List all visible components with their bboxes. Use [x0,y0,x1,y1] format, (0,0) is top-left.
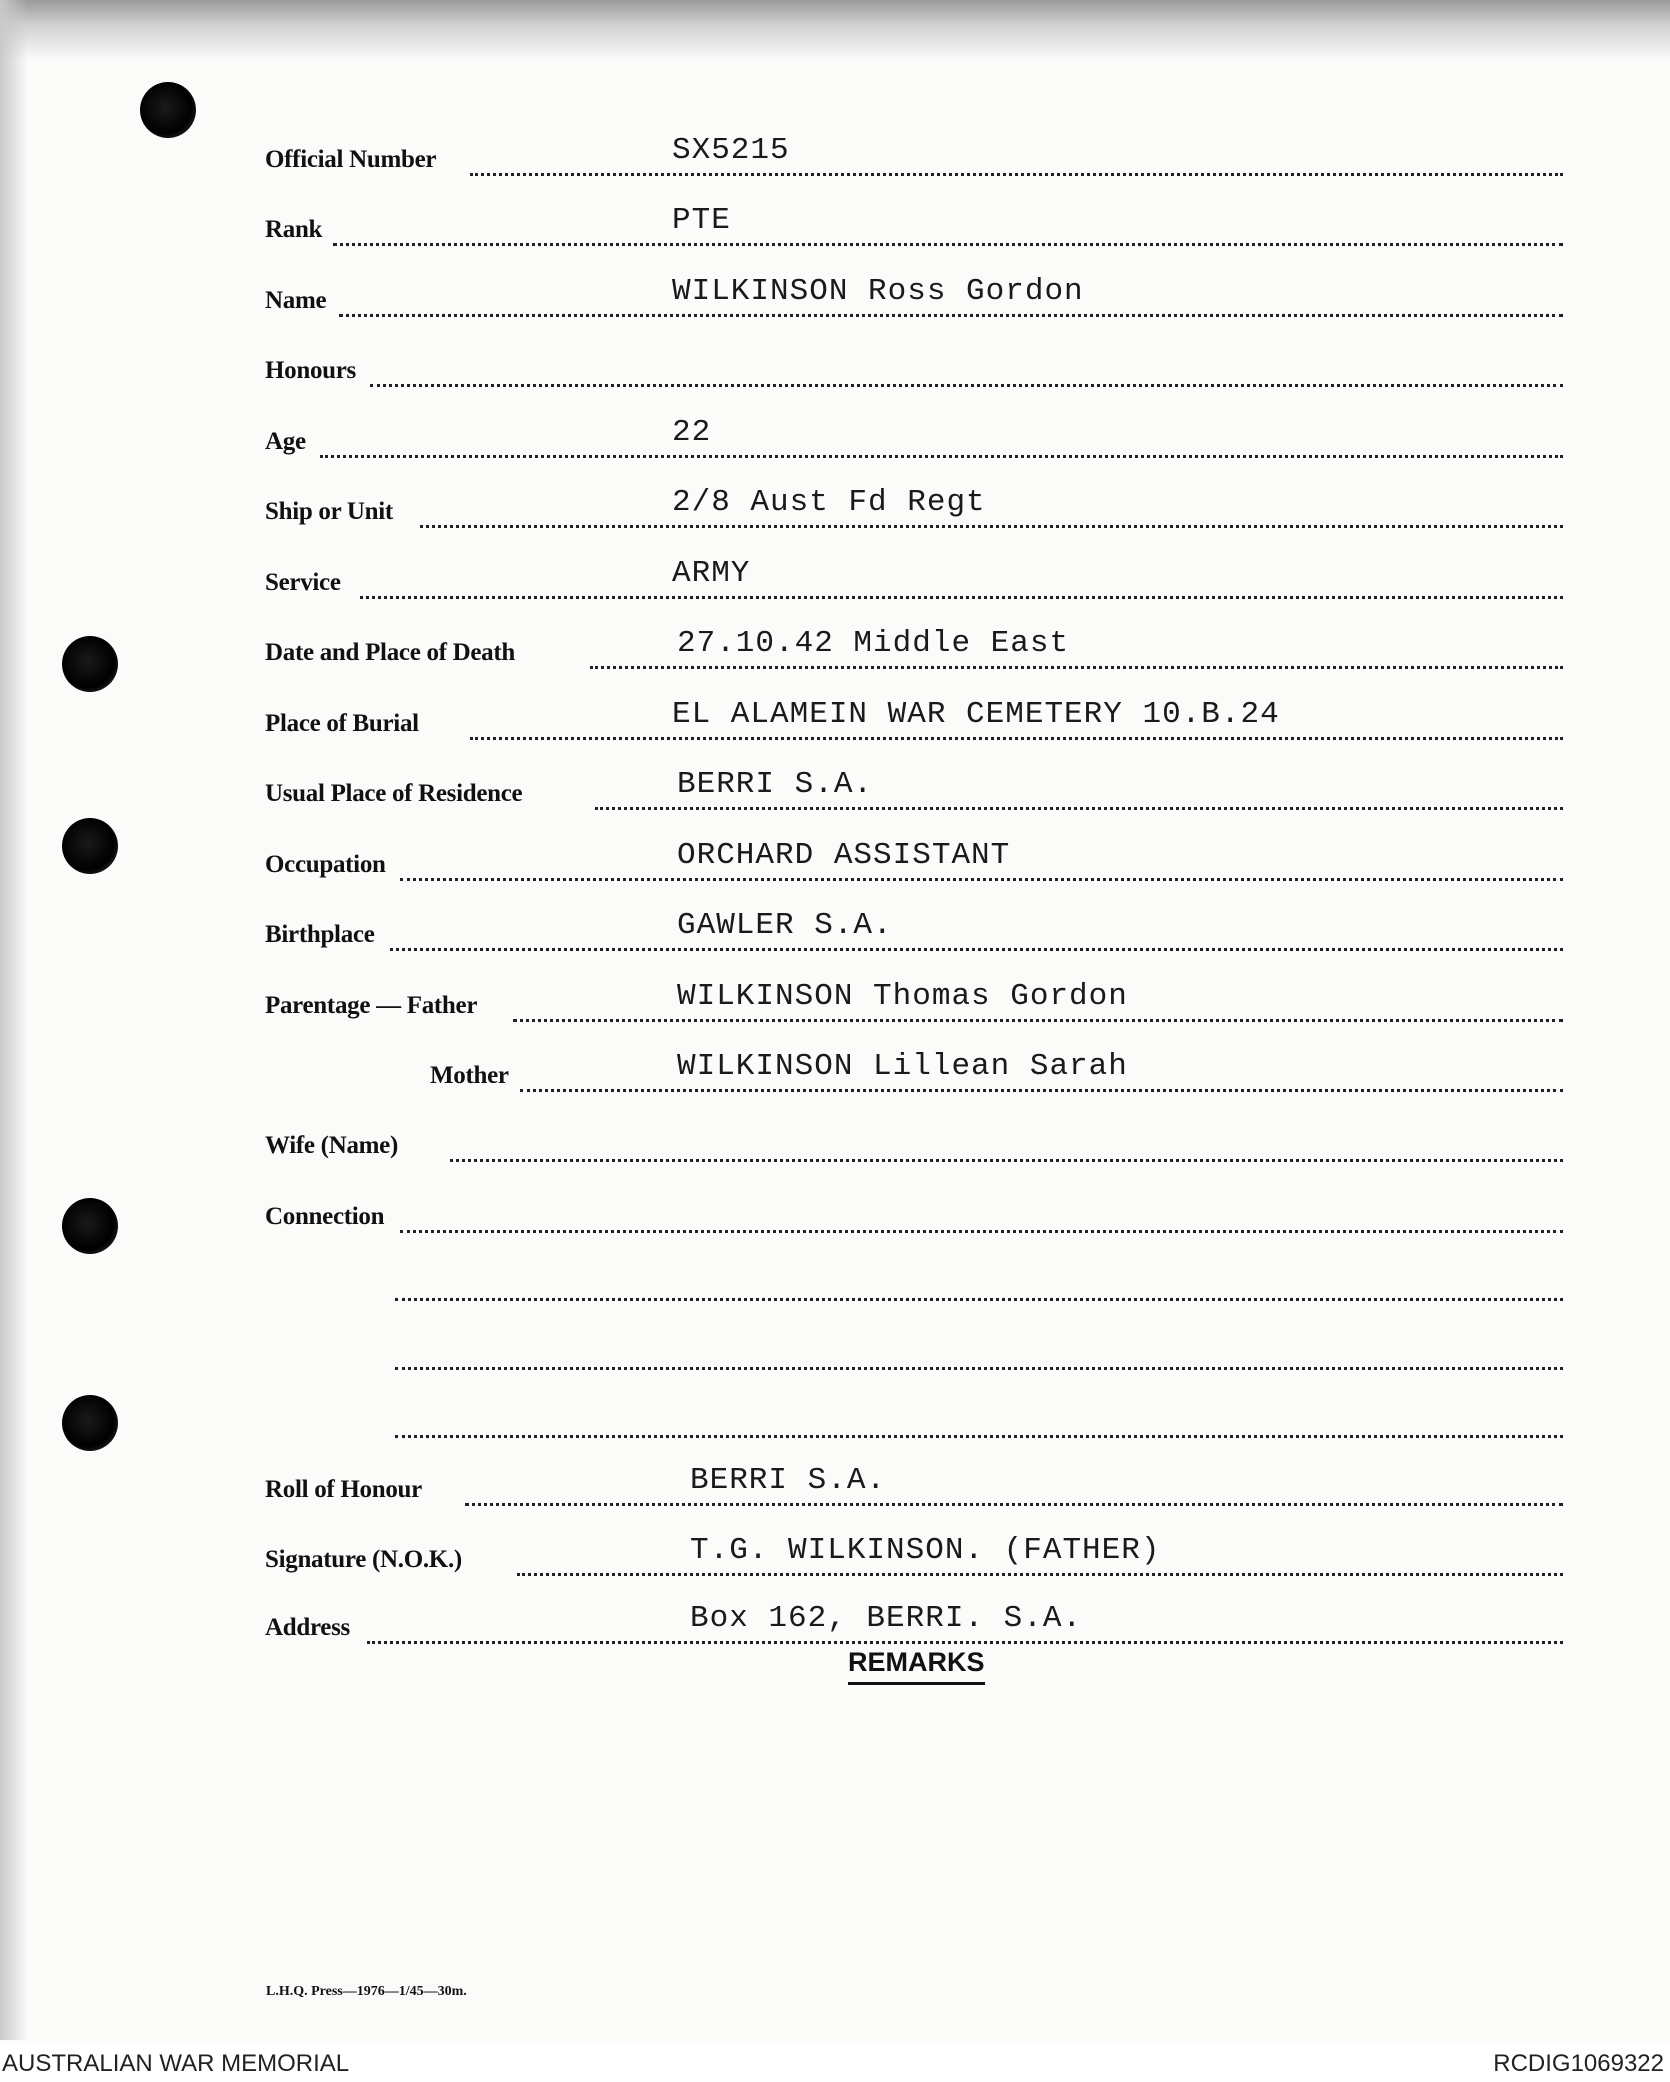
field-value: WILKINSON Lillean Sarah [677,1049,1128,1084]
field-label: Roll of Honour [265,1476,422,1503]
field-label: Signature (N.O.K.) [265,1546,462,1573]
dotted-line [367,1641,1563,1644]
footer-source: AUSTRALIAN WAR MEMORIAL [2,2050,350,2077]
field-value: GAWLER S.A. [677,908,893,943]
field-signature-nok [265,1533,1563,1580]
field-value: 27.10.42 Middle East [677,626,1070,661]
dotted-line [470,737,1563,740]
field-label: Connection [265,1203,385,1230]
field-ship-or-unit [265,485,1563,532]
field-place-of-burial [265,697,1563,744]
dotted-line [395,1298,1563,1301]
field-value: SX5215 [672,133,790,168]
field-honours [265,351,1563,391]
field-label: Place of Burial [265,710,419,737]
dotted-line [395,1435,1563,1438]
dotted-line [333,243,1563,246]
field-label: Honours [265,357,356,384]
dotted-line [400,878,1563,881]
connection-extra-line [265,1265,1563,1305]
field-birthplace [265,908,1563,955]
punch-hole-icon [62,818,118,874]
scan-shadow-left [0,0,28,2040]
field-label: Occupation [265,851,386,878]
connection-extra-line [265,1402,1563,1442]
field-value: WILKINSON Thomas Gordon [677,979,1128,1014]
field-rank [265,203,1563,250]
field-usual-residence [265,767,1563,814]
field-value: ORCHARD ASSISTANT [677,838,1011,873]
field-value: BERRI S.A. [677,767,874,802]
field-connection [265,1197,1563,1237]
dotted-line [465,1503,1563,1506]
field-label: Name [265,287,327,314]
field-occupation [265,838,1563,885]
field-value: ARMY [672,556,751,591]
field-label: Age [265,428,306,455]
dotted-line [517,1573,1563,1576]
field-label: Service [265,569,341,596]
field-roll-of-honour [265,1463,1563,1510]
printer-imprint: L.H.Q. Press—1976—1/45—30m. [266,1984,467,1999]
field-label: Mother [430,1062,509,1089]
field-address [265,1601,1563,1648]
field-name [265,274,1563,321]
field-official-number [265,133,1563,180]
field-value: EL ALAMEIN WAR CEMETERY 10.B.24 [672,697,1280,732]
dotted-line [400,1230,1563,1233]
dotted-line [513,1019,1563,1022]
field-label: Wife (Name) [265,1132,398,1159]
dotted-line [470,173,1563,176]
field-label: Date and Place of Death [265,639,515,666]
field-parentage-mother [265,1049,1563,1096]
field-age [265,415,1563,462]
dotted-line [390,948,1563,951]
dotted-line [360,596,1563,599]
field-label: Birthplace [265,921,375,948]
punch-hole-icon [62,1395,118,1451]
field-parentage-father [265,979,1563,1026]
dotted-line [370,384,1563,387]
field-value: T.G. WILKINSON. (FATHER) [690,1533,1161,1568]
dotted-line [450,1159,1563,1162]
dotted-line [320,455,1563,458]
field-label: Usual Place of Residence [265,780,523,807]
dotted-line [339,314,1563,317]
field-label: Address [265,1614,350,1641]
field-date-place-of-death [265,626,1563,673]
punch-hole-icon [140,82,196,138]
connection-extra-line [265,1334,1563,1374]
field-value: Box 162, BERRI. S.A. [690,1601,1083,1636]
field-label: Official Number [265,146,437,173]
footer-record-id: RCDIG1069322 [1493,2050,1664,2077]
field-value: PTE [672,203,731,238]
dotted-line [590,666,1563,669]
remarks-heading: REMARKS [848,1647,985,1685]
dotted-line [420,525,1563,528]
field-label: Parentage — Father [265,992,478,1019]
dotted-line [520,1089,1563,1092]
field-wife-name [265,1126,1563,1166]
field-service [265,556,1563,603]
field-value: 2/8 Aust Fd Regt [672,485,986,520]
field-label: Rank [265,216,323,243]
field-value: 22 [672,415,712,450]
field-label: Ship or Unit [265,498,393,525]
punch-hole-icon [62,1198,118,1254]
scan-shadow-top [0,0,1670,60]
field-value: BERRI S.A. [690,1463,887,1498]
punch-hole-icon [62,636,118,692]
dotted-line [395,1367,1563,1370]
field-value: WILKINSON Ross Gordon [672,274,1084,309]
dotted-line [595,807,1563,810]
footer-bar [0,2044,1670,2082]
